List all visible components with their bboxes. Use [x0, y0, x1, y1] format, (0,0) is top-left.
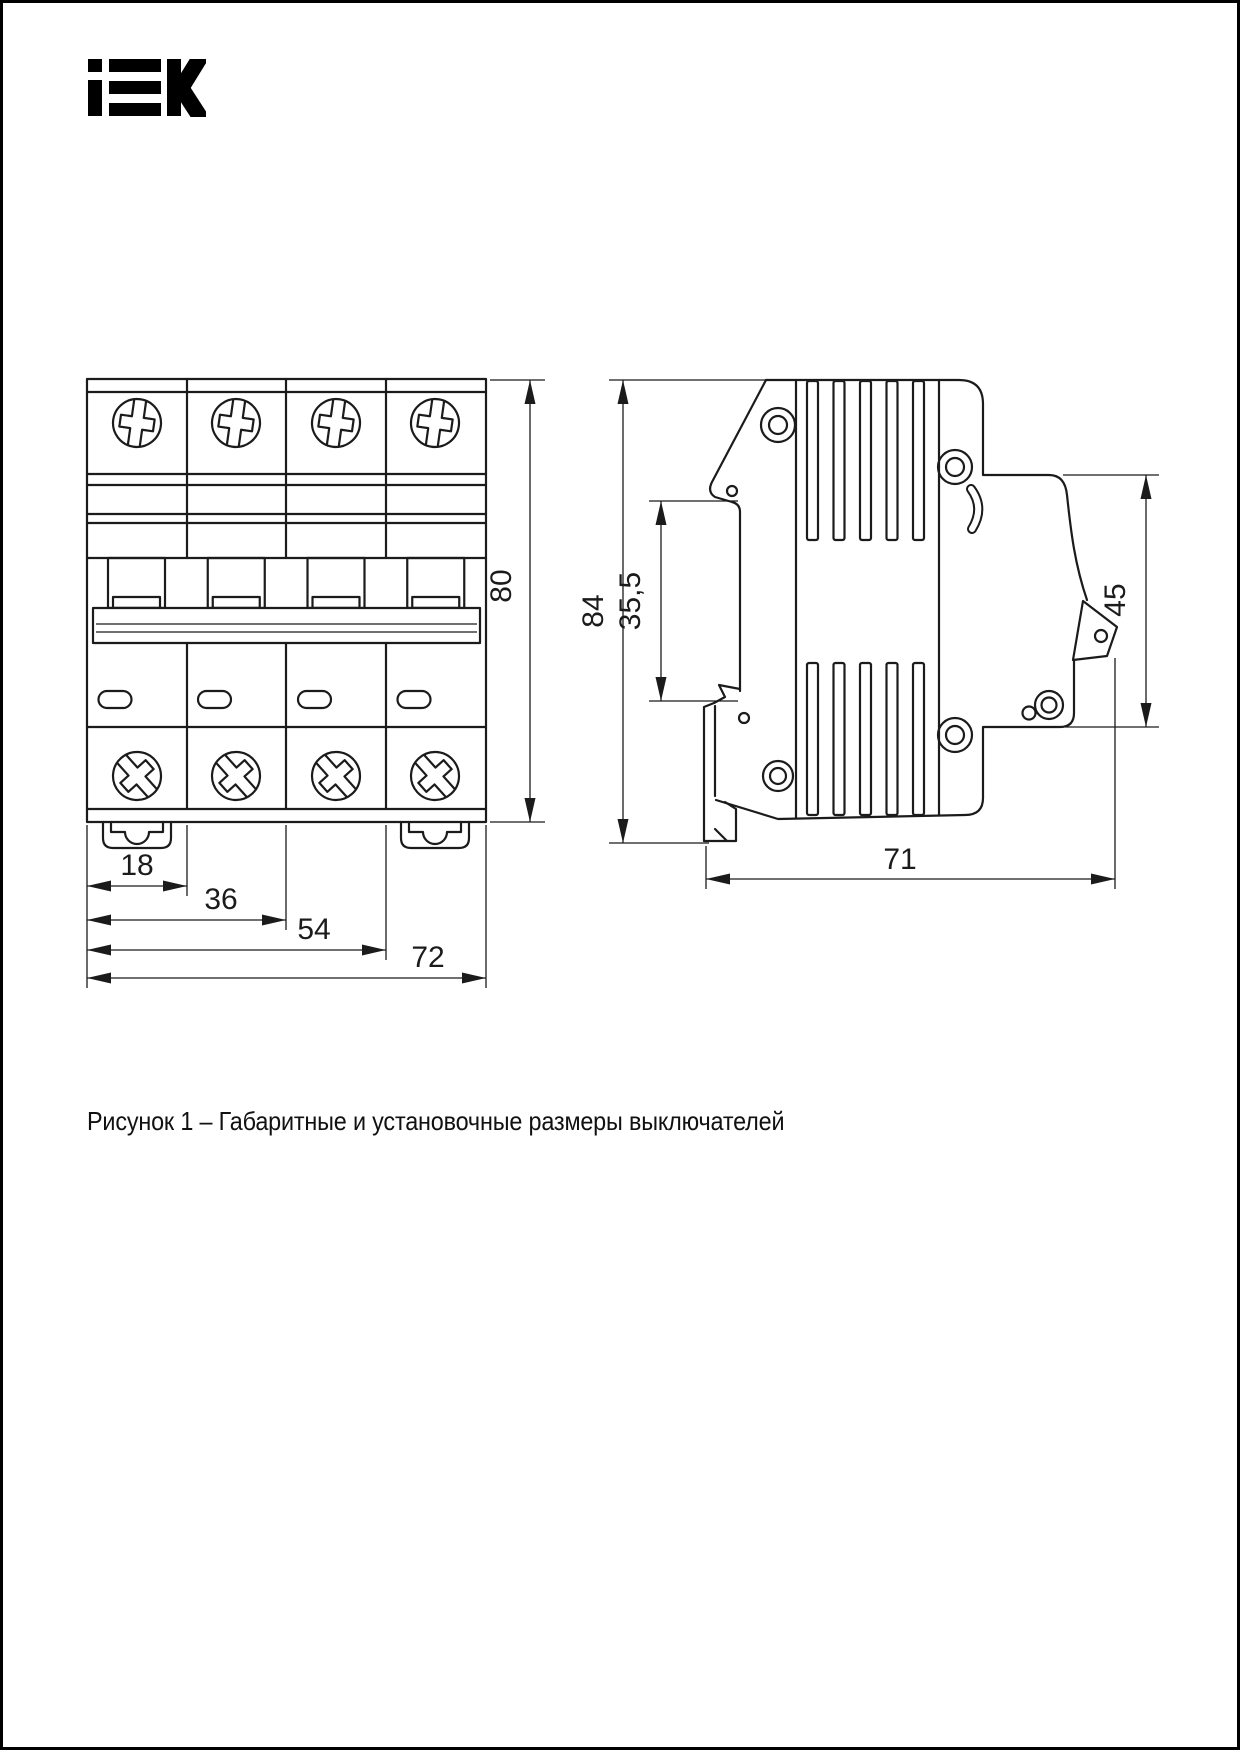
din-clip-side	[704, 685, 749, 841]
side-view-drawing	[704, 380, 1117, 841]
figure-caption: Рисунок 1 – Габаритные и установочные размеры выключателей	[87, 1106, 785, 1136]
side-view-dimensions	[577, 380, 1159, 889]
dim-36-label: 36	[204, 883, 238, 916]
din-clip-front-left	[103, 822, 171, 848]
dim-54-label: 54	[297, 913, 331, 946]
front-view-drawing	[87, 379, 486, 848]
kidney-slot	[971, 489, 978, 529]
dim-45-label: 45	[1099, 583, 1132, 617]
label-slots	[99, 691, 431, 708]
toggle-windows	[108, 558, 464, 608]
front-view-dimensions	[87, 380, 545, 988]
dim-72-label: 72	[411, 941, 445, 974]
vent-slots-lower	[807, 663, 924, 815]
technical-drawing	[3, 3, 1240, 1750]
dim-80-label: 80	[485, 569, 518, 603]
dim-84-label: 84	[577, 594, 610, 628]
dim-71-label: 71	[883, 843, 917, 876]
dim-35-5-label: 35,5	[614, 571, 647, 631]
din-clip-front-right	[401, 822, 469, 848]
dim-18-label: 18	[120, 849, 154, 882]
vent-slots-upper	[807, 381, 924, 540]
toggle-tie-bar	[93, 608, 480, 643]
